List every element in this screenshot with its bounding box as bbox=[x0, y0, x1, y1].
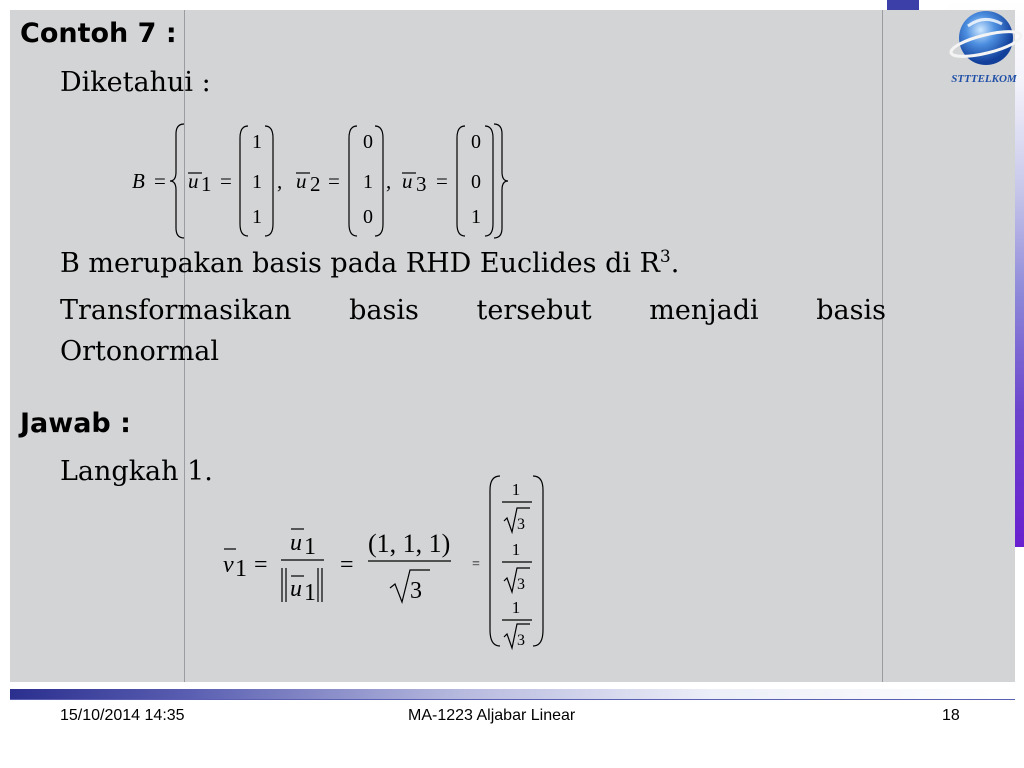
transform-instruction-line2: Ortonormal bbox=[60, 336, 220, 367]
set-name: B bbox=[132, 169, 145, 193]
transform-instruction-line1: Transformasikan basis tersebut menjadi basis bbox=[60, 295, 886, 326]
equals-sign: = bbox=[154, 169, 166, 193]
footer-page-number: 18 bbox=[942, 707, 960, 724]
equals-sign: = bbox=[220, 169, 232, 193]
basis-formula bbox=[120, 120, 520, 242]
vector-subscript: 3 bbox=[416, 172, 427, 196]
svg-text:=: = bbox=[254, 552, 268, 578]
vector-name: u bbox=[296, 169, 307, 193]
result-sqrt: 3 bbox=[517, 632, 525, 649]
matrix-entry: 1 bbox=[471, 206, 481, 228]
logo-text: STTTELKOM bbox=[951, 73, 1017, 85]
matrix-entry: 0 bbox=[471, 171, 481, 193]
example-title: Contoh 7 : bbox=[20, 18, 177, 49]
matrix-entry: 1 bbox=[252, 131, 262, 153]
matrix-entry: 1 bbox=[252, 206, 262, 228]
sttelkom-logo bbox=[944, 4, 1024, 88]
numerator-subscript: 1 bbox=[304, 534, 316, 560]
footer-divider bbox=[10, 699, 1015, 700]
denominator-name: u bbox=[290, 576, 302, 602]
numerator-name: u bbox=[290, 530, 302, 556]
result-sqrt: 3 bbox=[517, 576, 525, 593]
step-label: Langkah 1. bbox=[60, 456, 213, 487]
matrix-entry: 0 bbox=[363, 131, 373, 153]
vector-subscript: 2 bbox=[310, 172, 321, 196]
right-brace bbox=[494, 124, 508, 238]
svg-text:=: = bbox=[472, 557, 480, 572]
svg-text:=: = bbox=[340, 552, 354, 578]
left-brace bbox=[170, 124, 184, 238]
footer-course-title: MA-1223 Aljabar Linear bbox=[408, 707, 576, 724]
vector-name: u bbox=[402, 169, 413, 193]
result-numerator: 1 bbox=[511, 598, 521, 617]
footer-gradient-bar bbox=[10, 689, 1015, 699]
matrix-entry: 1 bbox=[363, 171, 373, 193]
matrix-entry: 0 bbox=[363, 206, 373, 228]
guide-line-right bbox=[882, 10, 883, 682]
separator: , bbox=[277, 169, 283, 193]
result-sqrt: 3 bbox=[517, 516, 525, 533]
answer-title: Jawab : bbox=[20, 408, 131, 439]
result-numerator: 1 bbox=[511, 540, 521, 559]
separator: , bbox=[386, 169, 392, 193]
sqrt-value: 3 bbox=[410, 578, 422, 604]
lhs-name: v bbox=[223, 552, 234, 578]
result-numerator: 1 bbox=[511, 480, 521, 499]
vector-tuple: (1, 1, 1) bbox=[368, 529, 451, 558]
given-label: Diketahui : bbox=[60, 67, 211, 98]
denominator-subscript: 1 bbox=[304, 580, 316, 606]
equals-sign: = bbox=[436, 169, 448, 193]
vector-name: u bbox=[188, 169, 199, 193]
matrix-entry: 0 bbox=[471, 131, 481, 153]
lhs-subscript: 1 bbox=[235, 556, 247, 582]
step1-formula bbox=[218, 470, 548, 655]
vector-subscript: 1 bbox=[201, 172, 212, 196]
matrix-entry: 1 bbox=[252, 171, 262, 193]
equals-sign: = bbox=[328, 169, 340, 193]
footer-date: 15/10/2014 14:35 bbox=[60, 707, 185, 724]
basis-statement: B merupakan basis pada RHD Euclides di $R^3$. bbox=[60, 247, 680, 279]
